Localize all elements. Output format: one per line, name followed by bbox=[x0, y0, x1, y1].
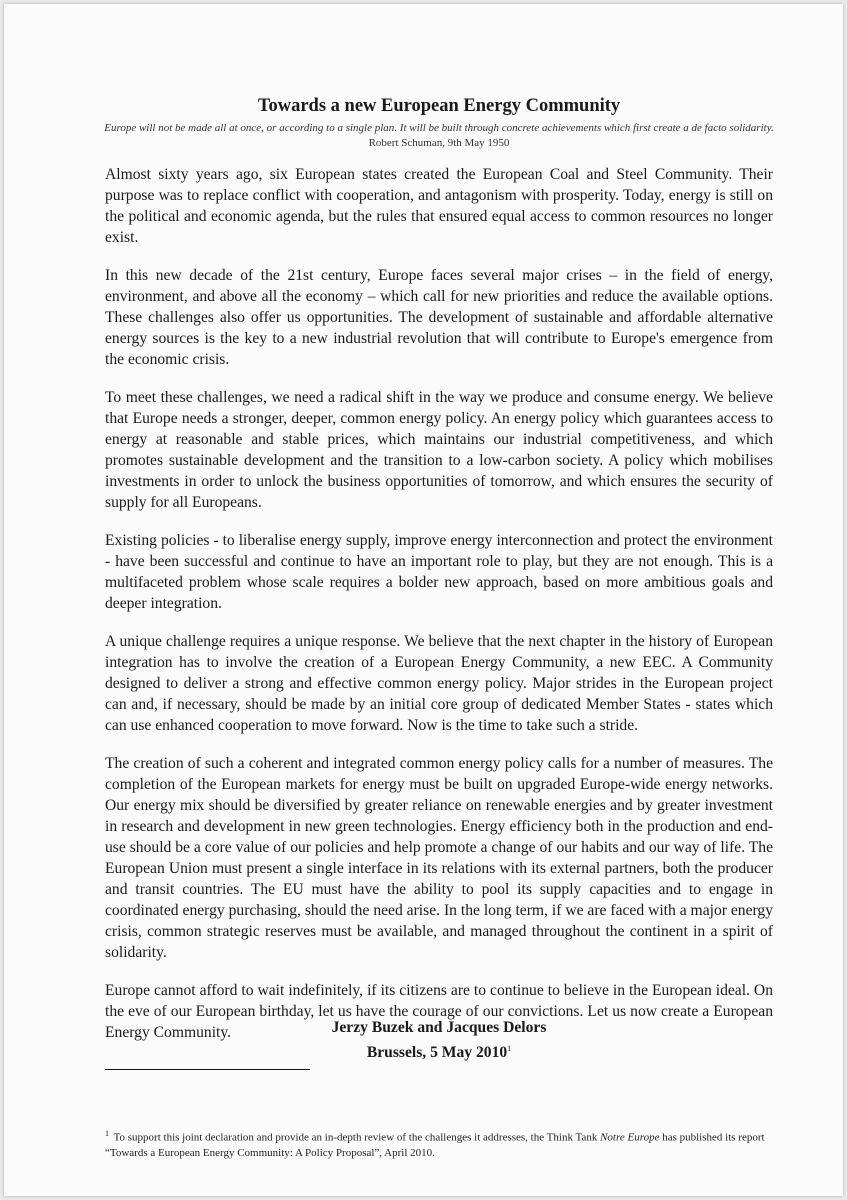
paragraph: The creation of such a coherent and integrated common energy policy calls for a number of measures. The completion of the European markets for energy must be built on upgraded Europe-wide energy networks. Our energy mix should be diversified by greater reliance on renewable energies and by greater investment in research and development in new green technologies. Energy efficiency both in the production and end-use should be a core value of our policies and help promote a change of our habits and our way of life. The European Union must present a single interface in its relations with its external partners, both the producer and transit countries. The EU must have the ability to pool its supply capacities and to engage in coordinated energy purchasing, should the need arise. In the long term, if we are faced with a major energy crisis, common strategic reserves must be available, and managed throughout the continent in a spirit of solidarity. bbox=[105, 755, 773, 961]
paragraph: To meet these challenges, we need a radical shift in the way we produce and consume energy. We believe that Europe needs a stronger, deeper, common energy policy. An energy policy which guarantees access to energy at reasonable and stable prices, which maintains our industrial competitiveness, and which promotes sustainable development and the transition to a low-carbon society. A policy which mobilises investments in order to unlock the business opportunities of tomorrow, and which ensures the security of supply for all Europeans. bbox=[105, 389, 773, 511]
footnote-separator bbox=[105, 1069, 310, 1070]
paragraph: In this new decade of the 21st century, Europe faces several major crises – in the field of energy, environment, and above all the economy – which call for new priorities and reduce the available options. These challenges also offer us opportunities. The development of sustainable and affordable alternative energy sources is the key to a new industrial revolution that will contribute to Europe's emergence from the economic crisis. bbox=[105, 267, 773, 368]
signature-block bbox=[104, 1017, 774, 1063]
paragraph: Europe cannot afford to wait indefinitely, if its citizens are to continue to believe in the European ideal. On the eve of our European birthday, let us have the courage of our convictions. Let us now create a European Energy Community. bbox=[105, 982, 773, 1041]
paragraph: Almost sixty years ago, six European states created the European Coal and Steel Community. Their purpose was to replace conflict with cooperation, and antagonism with prosperity. Today, energy is still on the political and economic agenda, but the rules that ensured equal access to common resources no longer exist. bbox=[105, 166, 773, 246]
body-text bbox=[105, 164, 773, 1060]
footnote-text-after: has published its report “Towards a European Energy Community: A Policy Proposal”, April 2010. bbox=[105, 1131, 765, 1159]
footnote-reference: 1 bbox=[507, 1044, 512, 1053]
epigraph bbox=[104, 121, 774, 151]
place-date-text: Brussels, 5 May 2010 bbox=[366, 1044, 508, 1062]
signature-place-date bbox=[104, 1038, 774, 1063]
epigraph-attribution: Robert Schuman, 9th May 1950 bbox=[368, 137, 510, 149]
footnote-marker: 1 bbox=[105, 1129, 109, 1138]
document-title: Towards a new European Energy Community bbox=[257, 96, 621, 116]
footnote-think-tank: Notre Europe bbox=[600, 1131, 660, 1144]
footnote-text-before: To support this joint declaration and provide an in-depth review of the challenges it addresses, the Think Tank bbox=[113, 1131, 598, 1144]
document-page bbox=[4, 4, 843, 1196]
footnote bbox=[105, 1126, 773, 1161]
paragraph: Existing policies - to liberalise energy supply, improve energy interconnection and protect the environment - have been successful and continue to have an important role to play, but they are not enough. This is a multifaceted problem whose scale requires a bolder new approach, based on more ambitious goals and deeper integration. bbox=[105, 532, 773, 612]
signature-authors: Jerzy Buzek and Jacques Delors bbox=[331, 1019, 547, 1036]
paragraph: A unique challenge requires a unique response. We believe that the next chapter in the history of European integration has to involve the creation of a European Energy Community, a new EEC. A Community designed to deliver a strong and effective common energy policy. Major strides in the European project can and, if necessary, should be made by an initial core group of dedicated Member States - states which can use enhanced cooperation to move forward. Now is the time to take such a stride. bbox=[105, 633, 773, 734]
epigraph-quote: Europe will not be made all at once, or according to a single plan. It will be built through concrete achievements which first create a de facto solidarity. bbox=[104, 122, 774, 134]
